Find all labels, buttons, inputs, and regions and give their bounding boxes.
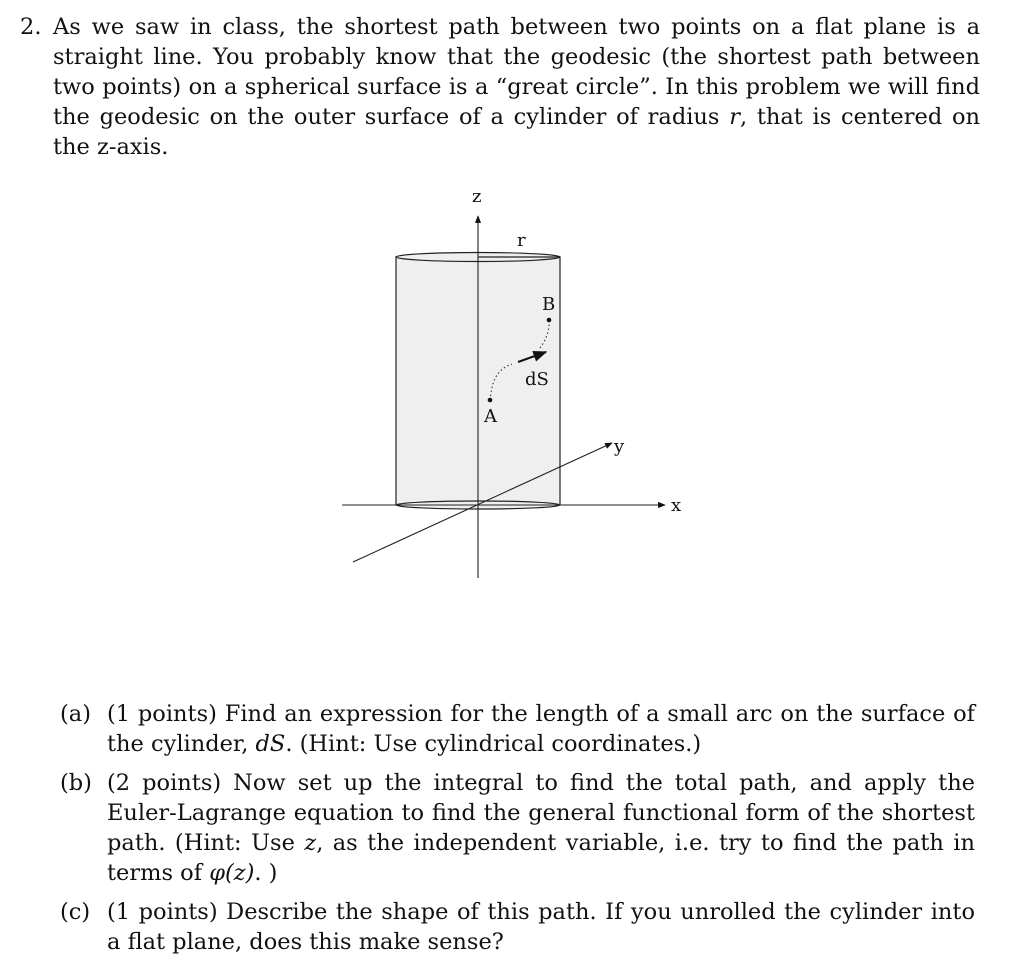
subquestion-c-text-1: (1 points) Describe the shape of this path. If you unrolled the cylinder into a flat plane, does this make sense? — [107, 899, 975, 955]
point-a — [488, 398, 493, 403]
intro-text-1: As we saw in class, the shortest path between two points on a flat plane is a straight line. You probably know that the geodesic (the shortest path between two points) on a spherical surface is a “great circle”. In this problem we will find the geodesic on the outer surface of a cylinder of radius — [53, 14, 980, 130]
subquestion-b-text-2: , as the independent variable, i.e. try to find the path in terms of — [107, 830, 975, 886]
subquestion-b-text-3: . ) — [254, 860, 278, 886]
point-b-label: B — [542, 294, 556, 315]
cylinder-diagram — [320, 178, 700, 588]
subquestion-c-label: (c) — [60, 899, 91, 925]
subquestion-a-text-1: (1 points) Find an expression for the length of a small arc on the surface of the cylinder, — [107, 701, 975, 757]
problem-number: 2. — [20, 14, 42, 40]
subquestion-b-math-z: z — [304, 830, 317, 856]
ds-label: dS — [525, 369, 549, 390]
x-axis-label: x — [671, 495, 682, 516]
intro-text-2: , that is centered on the z-axis. — [53, 104, 980, 160]
subquestions-list — [60, 699, 975, 966]
subquestion-a — [60, 699, 975, 759]
point-a-label: A — [484, 406, 497, 427]
cylinder-figure — [320, 178, 700, 588]
subquestion-b-label: (b) — [60, 770, 92, 796]
radius-label: r — [517, 230, 526, 251]
y-axis-label: y — [614, 436, 625, 457]
z-axis-label: z — [472, 186, 482, 207]
point-b — [547, 318, 552, 323]
problem-statement — [20, 12, 980, 162]
subquestion-a-text-2: . (Hint: Use cylindrical coordinates.) — [285, 731, 702, 757]
subquestion-b-math-phi: φ(z) — [209, 860, 255, 886]
subquestion-a-math-ds: dS — [255, 731, 286, 757]
subquestion-c — [60, 897, 975, 957]
subquestion-a-label: (a) — [60, 701, 91, 727]
radius-symbol: r — [729, 104, 740, 130]
problem-intro — [53, 12, 980, 162]
subquestion-b-text-1: (2 points) Now set up the integral to find the total path, and apply the Euler-Lagrange equation to find the general functional form of the shortest path. (Hint: Use — [107, 770, 975, 856]
subquestion-b — [60, 768, 975, 888]
